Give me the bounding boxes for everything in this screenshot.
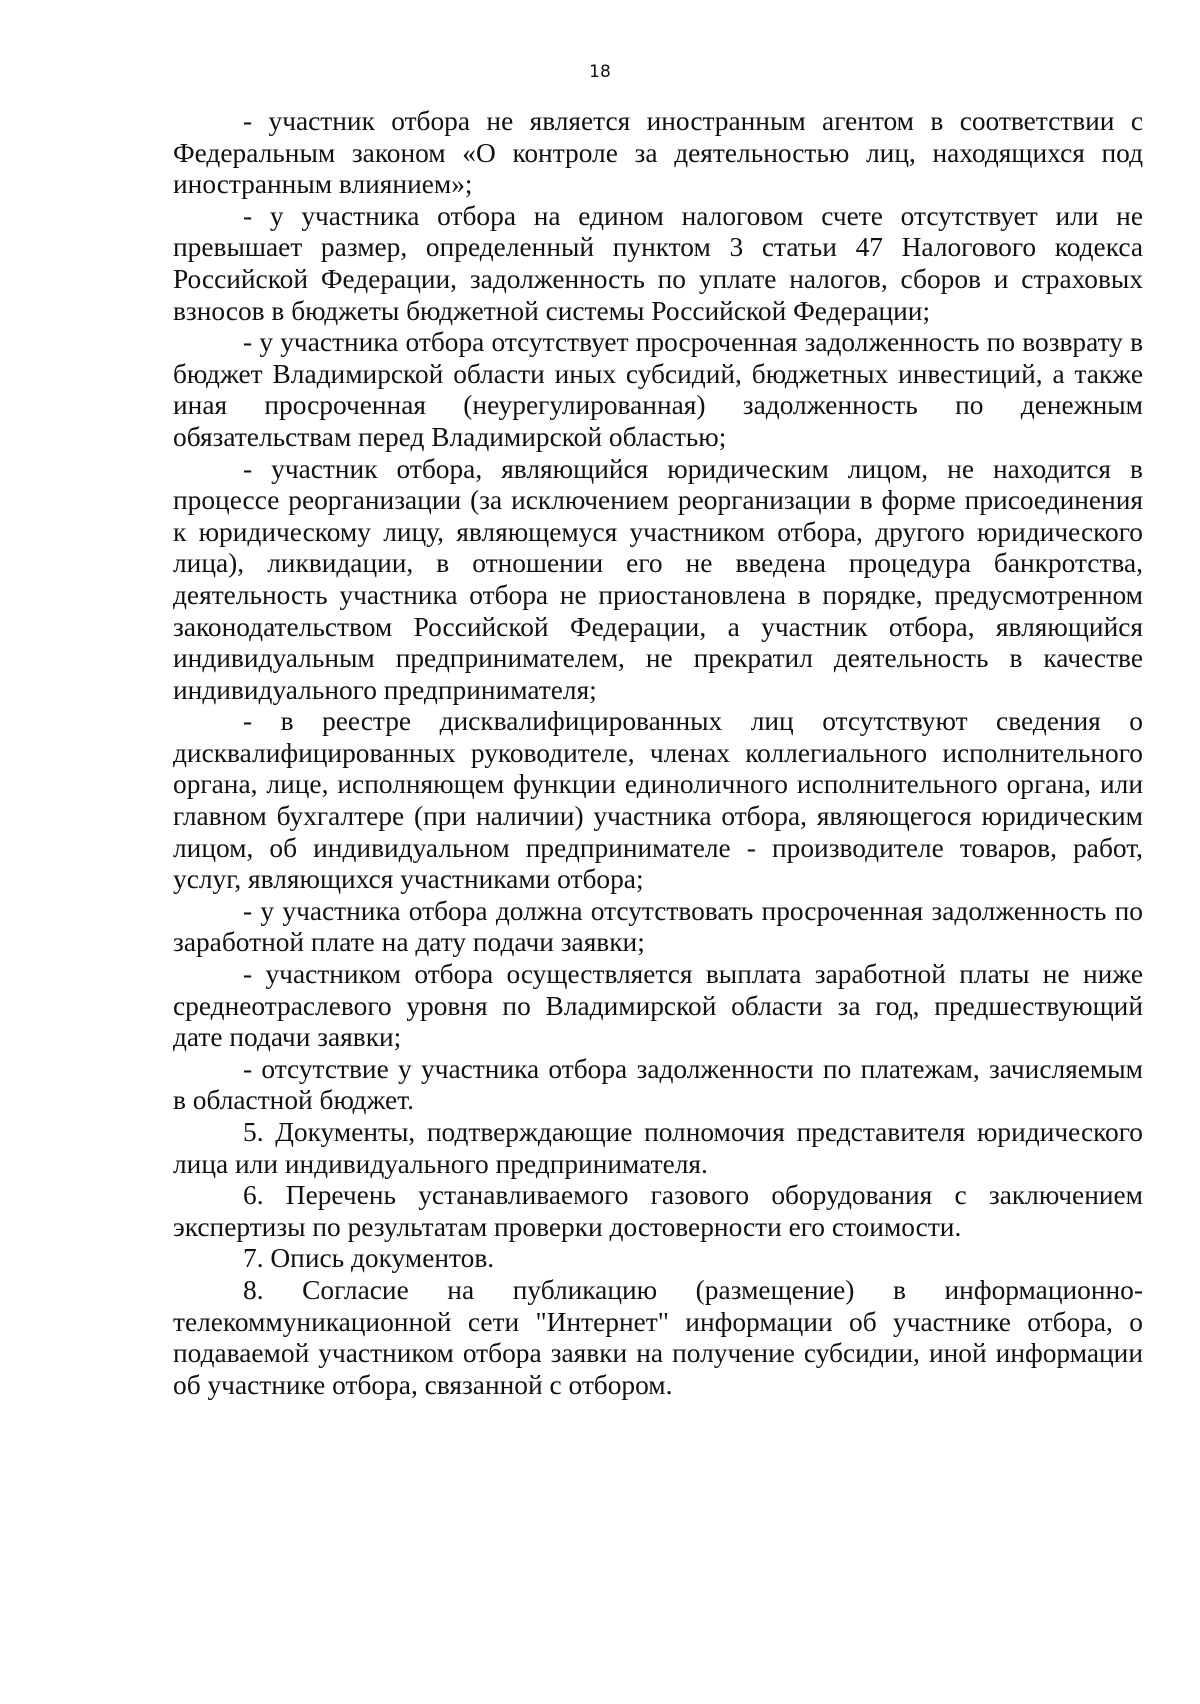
paragraph-item-5: 5. Документы, подтверждающие полномочия представителя юридического лица или индивидуального предпринимателя.: [173, 1117, 1143, 1179]
document-body: [173, 106, 1143, 1401]
paragraph-item-7: 7. Опись документов.: [243, 1243, 495, 1274]
paragraph-wage-debt: - у участника отбора должна отсутствовать просроченная задолженность по заработной плате на дату подачи заявки;: [173, 895, 1143, 958]
paragraph-not-foreign-agent: - участник отбора не является иностранным агентом в соответствии с Федеральным законом «О контроле за деятельностью лиц, находящихся под иностранным влиянием»;: [173, 106, 1143, 200]
paragraph-wage-level: - участником отбора осуществляется выплата заработной платы не ниже среднеотраслевого уровня по Владимирской области за год, предшествующий дате подачи заявки;: [173, 959, 1143, 1053]
paragraph-reorganization: - участник отбора, являющийся юридическим лицом, не находится в процессе реорганизации (за исключением реорганизации в форме присоединения к юридическому лицу, являющемуся участником отбора, другого юридического лица), ликвидации, в отношении его не введена процедура банкротства, деятельность участника отбора не приостановлена в порядке, предусмотренном законодательством Российской Федерации, а участник отбора, являющийся индивидуальным предпринимателем, не прекратил деятельность в качестве индивидуального предпринимателя;: [173, 453, 1143, 705]
paragraph-overdue-debt: - у участника отбора отсутствует просроченная задолженность по возврату в бюджет Владимирской области иных субсидий, бюджетных инвестиций, а также иная просроченная (неурегулированная) задолженность по денежным обязательствам перед Владимирской областью;: [173, 327, 1143, 452]
paragraph-regional-budget-debt: - отсутствие у участника отбора задолженности по платежам, зачисляемым в областной бюджет.: [173, 1053, 1143, 1116]
page-number: 18: [589, 62, 611, 82]
paragraph-disqualified-persons: - в реестре дисквалифицированных лиц отсутствуют сведения о дисквалифицированных руководителе, членах коллегиального исполнительного органа, лице, исполняющем функции единоличного исполнительного органа, или главном бухгалтере (при наличии) участника отбора, являющегося юридическим лицом, об индивидуальном предпринимателе - производителе товаров, работ, услуг, являющихся участниками отбора;: [173, 706, 1143, 895]
paragraph-item-8: 8. Согласие на публикацию (размещение) в информационно-телекоммуникационной сети "Интернет" информации об участнике отбора, о подаваемой участником отбора заявки на получение субсидии, иной информации об участнике отбора, связанной с отбором.: [173, 1274, 1143, 1400]
paragraph-tax-debt: - у участника отбора на едином налоговом счете отсутствует или не превышает размер, определенный пунктом 3 статьи 47 Налогового кодекса Российской Федерации, задолженность по уплате налогов, сборов и страховых взносов в бюджеты бюджетной системы Российской Федерации;: [173, 200, 1143, 326]
paragraph-item-6: 6. Перечень устанавливаемого газового оборудования с заключением экспертизы по результатам проверки достоверности его стоимости.: [173, 1180, 1143, 1242]
